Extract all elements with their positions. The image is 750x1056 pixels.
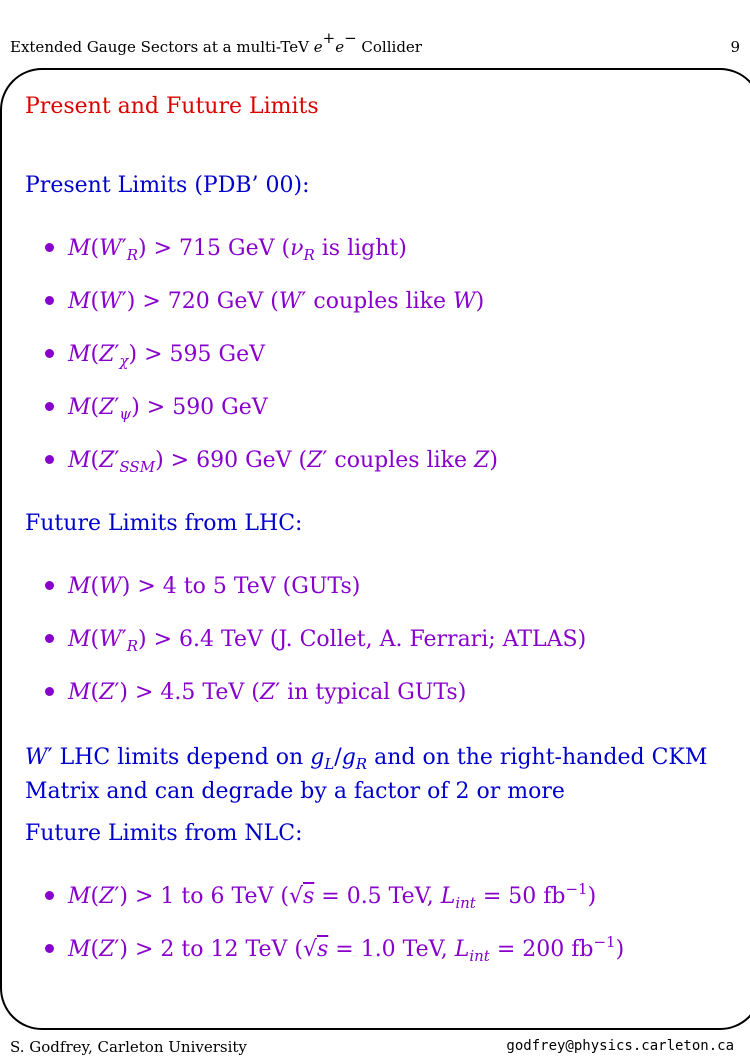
footer-author: S. Godfrey, Carleton University (10, 1038, 247, 1056)
bullet-dot (45, 455, 54, 464)
bullet-zpsi-limit: $M(Z'_\psi) > 590$ GeV (45, 395, 268, 420)
bullet-dot (45, 296, 54, 305)
bullet-lhc-z: M(Z′) > 4.5 TeV (Z′ in typical GUTs) (45, 680, 466, 705)
lhc-note-paragraph: W′ LHC limits depend on $g_L/g_R$ and on the right-handed CKM Matrix and can degrade by a factor of 2 or more (25, 745, 708, 804)
page-number: 9 (730, 38, 740, 56)
bullet-wr-limit: $M(W'_R) > 715$ GeV ($\nu_R$ is light) (45, 236, 407, 261)
future-nlc-heading: Future Limits from NLC: (25, 821, 303, 846)
bullet-dot (45, 243, 54, 252)
bullet-dot (45, 944, 54, 953)
bullet-dot (45, 349, 54, 358)
bullet-dot (45, 402, 54, 411)
slide-title: Present and Future Limits (25, 94, 319, 119)
bullet-nlc-z-10: M(Z′) > 2 to 12 TeV (√s = 1.0 TeV, $L_{int} = 200$ $fb^{-1}$) (45, 937, 624, 962)
future-lhc-heading: Future Limits from LHC: (25, 511, 303, 536)
bullet-nlc-z-05: M(Z′) > 1 to 6 TeV (√s = 0.5 TeV, $L_{int} = 50$ $fb^{-1}$) (45, 884, 596, 909)
bullet-lhc-w: M(W) > 4 to 5 TeV (GUTs) (45, 574, 360, 599)
bullet-dot (45, 687, 54, 696)
footer-email: godfrey@physics.carleton.ca (506, 1038, 734, 1054)
bullet-dot (45, 634, 54, 643)
page-header-title: Extended Gauge Sectors at a multi-TeV e+e− Collider (10, 29, 422, 56)
bullet-dot (45, 891, 54, 900)
bullet-w-limit: M(W′) > 720 GeV (W′ couples like W) (45, 289, 484, 314)
bullet-dot (45, 581, 54, 590)
present-limits-heading: Present Limits (PDB’ 00): (25, 173, 310, 198)
bullet-lhc-wr: $M(W'_R) > 6.4$ TeV (J. Collet, A. Ferrari; ATLAS) (45, 627, 586, 652)
bullet-zchi-limit: $M(Z'_\chi) > 595$ GeV (45, 342, 265, 367)
bullet-zssm-limit: $M(Z'_{SSM}) > 690$ GeV (Z′ couples like Z) (45, 448, 498, 473)
